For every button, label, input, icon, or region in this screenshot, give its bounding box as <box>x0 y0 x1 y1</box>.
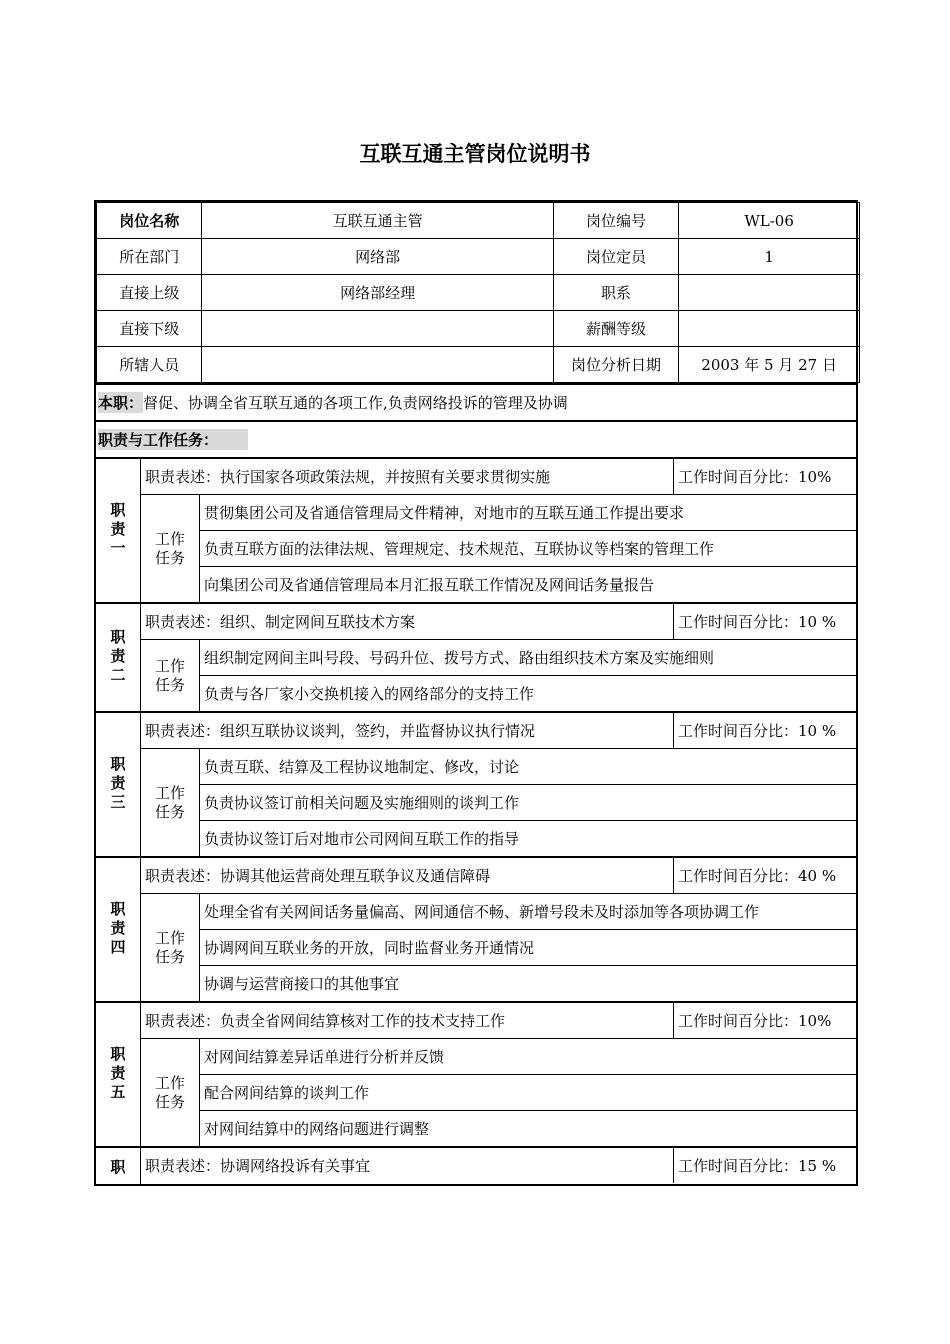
duty-description: 职责表述：协调其他运营商处理互联争议及通信障碍 <box>141 858 674 893</box>
header-row <box>97 311 860 347</box>
task-item: 对网间结算中的网络问题进行调整 <box>204 1120 430 1138</box>
duty-time-percentage: 工作时间百分比：10% <box>678 468 832 486</box>
main-duty-label: 本职： <box>98 394 144 412</box>
duty-block-partial <box>96 1146 856 1184</box>
task-item: 组织制定网间主叫号段、号码升位、拨号方式、路由组织技术方案及实施细则 <box>200 640 856 676</box>
task-item: 负责互联、结算及工程协议地制定、修改，讨论 <box>200 749 856 785</box>
duty-description: 职责表述：执行国家各项政策法规，并按照有关要求贯彻实施 <box>141 459 674 494</box>
header-row <box>97 347 860 383</box>
field-value <box>202 311 553 347</box>
duties-section <box>96 457 856 1146</box>
job-description-form <box>94 200 858 1186</box>
duties-heading-row <box>96 420 856 457</box>
field-value: 2003 年 5 月 27 日 <box>679 347 860 383</box>
duty-name: 职责一 <box>108 502 127 559</box>
duty-block <box>96 602 856 711</box>
duty-block <box>96 457 856 602</box>
task-item: 处理全省有关网间话务量偏高、网间通信不畅、新增号段未及时添加等各项协调工作 <box>200 894 856 930</box>
duty-description: 职责表述：负责全省网间结算核对工作的技术支持工作 <box>141 1003 674 1038</box>
duty-description: 职责表述：组织互联协议谈判，签约，并监督协议执行情况 <box>141 713 674 748</box>
duty-description: 职责表述：组织、制定网间互联技术方案 <box>141 604 674 639</box>
duty-name: 职责五 <box>108 1046 127 1103</box>
duty-name: 职责二 <box>108 629 127 686</box>
main-duty-row <box>96 383 856 420</box>
duty-time-percentage: 工作时间百分比：40 % <box>678 867 837 885</box>
duty-name: 职 <box>110 1157 126 1176</box>
task-item: 负责互联方面的法律法规、管理规定、技术规范、互联协议等档案的管理工作 <box>200 531 856 567</box>
header-row <box>97 275 860 311</box>
duty-block <box>96 1001 856 1146</box>
task-item: 配合网间结算的谈判工作 <box>200 1075 856 1111</box>
field-value: 互联互通主管 <box>202 203 553 239</box>
field-value: WL-06 <box>679 203 860 239</box>
field-value: 网络部经理 <box>202 275 553 311</box>
task-item: 协调与运营商接口的其他事宜 <box>204 975 400 993</box>
field-value <box>679 311 860 347</box>
task-item: 向集团公司及省通信管理局本月汇报互联工作情况及网间话务量报告 <box>204 576 655 594</box>
field-value <box>202 347 553 383</box>
task-item: 负责协议签订前相关问题及实施细则的谈判工作 <box>200 785 856 821</box>
duty-name: 职责三 <box>108 756 127 813</box>
duty-time-percentage: 工作时间百分比：15 % <box>678 1157 837 1175</box>
field-value: 网络部 <box>202 239 553 275</box>
task-item: 贯彻集团公司及省通信管理局文件精神，对地市的互联互通工作提出要求 <box>200 495 856 531</box>
header-row <box>97 239 860 275</box>
task-item: 负责与各厂家小交换机接入的网络部分的支持工作 <box>204 685 535 703</box>
field-label: 直接下级 <box>97 311 202 347</box>
duty-name: 职责四 <box>108 901 127 958</box>
task-label: 工作 任务 <box>141 495 200 602</box>
field-label: 直接上级 <box>97 275 202 311</box>
page-title: 互联互通主管岗位说明书 <box>359 142 591 166</box>
field-label: 所在部门 <box>97 239 202 275</box>
field-label: 岗位定员 <box>553 239 678 275</box>
main-duty-text: 督促、协调全省互联互通的各项工作,负责网络投诉的管理及协调 <box>143 394 568 412</box>
field-label: 职系 <box>553 275 678 311</box>
field-label: 所辖人员 <box>97 347 202 383</box>
task-label: 工作 任务 <box>141 1039 200 1146</box>
task-item: 负责协议签订后对地市公司网间互联工作的指导 <box>204 830 520 848</box>
duties-heading: 职责与工作任务： <box>98 429 248 450</box>
field-value: 1 <box>679 239 860 275</box>
field-label: 薪酬等级 <box>553 311 678 347</box>
field-value <box>679 275 860 311</box>
duty-block <box>96 856 856 1001</box>
field-label: 岗位分析日期 <box>553 347 678 383</box>
field-label: 岗位编号 <box>553 203 678 239</box>
task-label: 工作 任务 <box>141 640 200 711</box>
task-label: 工作 任务 <box>141 894 200 1001</box>
duty-time-percentage: 工作时间百分比：10% <box>678 1012 832 1030</box>
duty-time-percentage: 工作时间百分比：10 % <box>678 613 837 631</box>
duty-time-percentage: 工作时间百分比：10 % <box>678 722 837 740</box>
field-label: 岗位名称 <box>97 203 202 239</box>
duty-block <box>96 711 856 856</box>
task-label: 工作 任务 <box>141 749 200 856</box>
task-item: 协调网间互联业务的开放，同时监督业务开通情况 <box>200 930 856 966</box>
duty-description: 职责表述：协调网络投诉有关事宜 <box>141 1148 674 1183</box>
header-table <box>96 202 860 383</box>
header-row <box>97 203 860 239</box>
task-item: 对网间结算差异话单进行分析并反馈 <box>200 1039 856 1075</box>
